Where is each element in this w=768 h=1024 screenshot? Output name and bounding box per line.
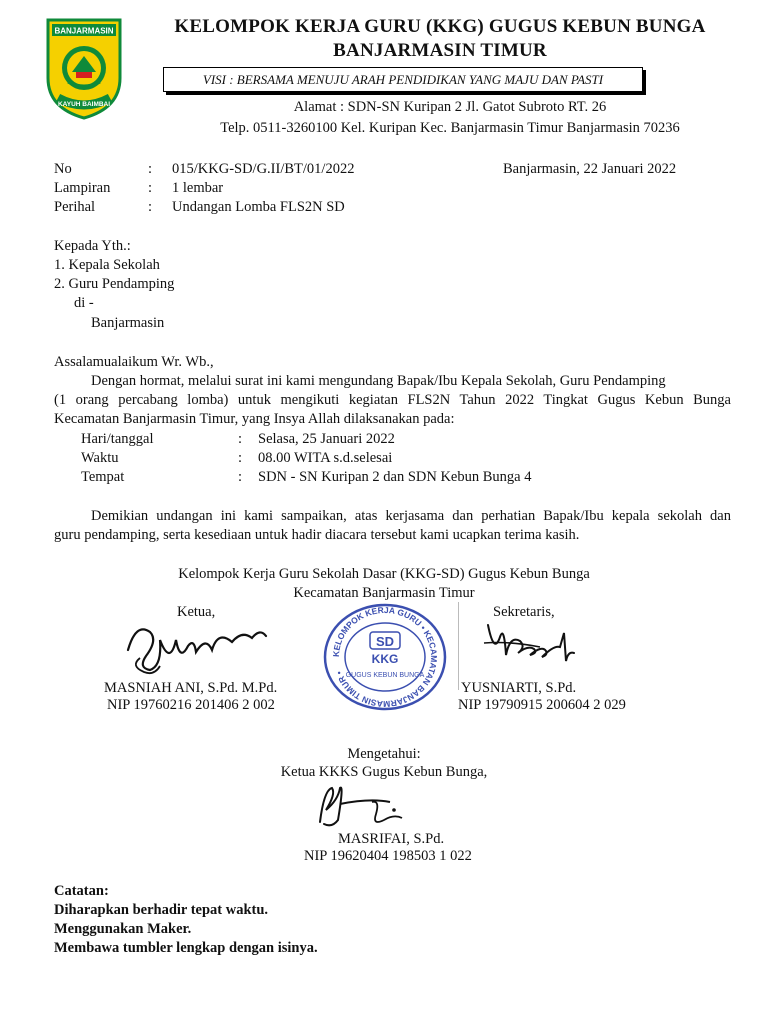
ketua-role: Ketua, (177, 604, 216, 620)
address-line: Alamat : SDN-SN Kuripan 2 Jl. Gatot Subroto RT. 26 (293, 99, 607, 115)
note-item: Membawa tumbler lengkap dengan isinya. (54, 940, 318, 956)
detail-sep: : (238, 469, 243, 485)
detail-value-date: Selasa, 25 Januari 2022 (258, 431, 395, 447)
recipient-di: di - (74, 295, 94, 311)
org-subtitle: BANJARMASIN TIMUR (333, 40, 547, 61)
ketua-name: MASNIAH ANI, S.Pd. M.Pd. (104, 680, 278, 696)
recipient-item: 1. Kepala Sekolah (54, 257, 160, 273)
phone-line: Telp. 0511-3260100 Kel. Kuripan Kec. Banjarmasin Timur Banjarmasin 70236 (220, 120, 680, 136)
meta-sep: : (148, 161, 153, 177)
stamp-kkg: KKG (371, 652, 399, 666)
meta-value-no: 015/KKG-SD/G.II/BT/01/2022 (172, 161, 355, 177)
meta-value-lampiran: 1 lembar (172, 180, 224, 196)
notes-heading: Catatan: (54, 883, 109, 899)
note-item: Menggunakan Maker. (54, 921, 192, 937)
paragraph-line: Demikian undangan ini kami sampaikan, atas kerjasama dan perhatian Bapak/Ibu kepala sekolah dan (91, 508, 731, 524)
logo-top-text: BANJARMASIN (54, 26, 114, 36)
meta-label-lampiran: Lampiran (54, 180, 111, 196)
sekretaris-name: YUSNIARTI, S.Pd. (461, 680, 577, 696)
detail-label-time: Waktu (81, 450, 119, 466)
greeting: Assalamualaikum Wr. Wb., (54, 354, 214, 370)
stamp-gugus: GUGUS KEBUN BUNGA (345, 672, 425, 679)
paragraph-line: Kecamatan Banjarmasin Timur, yang Insya Allah dilaksanakan pada: (54, 411, 455, 427)
detail-value-time: 08.00 WITA s.d.selesai (258, 450, 393, 466)
kkks-name: MASRIFAI, S.Pd. (338, 831, 445, 847)
org-closing-line: Kecamatan Banjarmasin Timur (293, 585, 475, 601)
detail-label-place: Tempat (81, 469, 125, 485)
stamp-sd: SD (375, 634, 395, 649)
ketua-signature (120, 610, 270, 682)
kkks-signature (310, 780, 420, 830)
recipient-city: Banjarmasin (91, 315, 165, 331)
meta-sep: : (148, 199, 153, 215)
recipient-item: 2. Guru Pendamping (54, 276, 175, 292)
mengetahui-label: Mengetahui: (347, 746, 421, 762)
letter-date: Banjarmasin, 22 Januari 2022 (503, 161, 677, 177)
meta-value-perihal: Undangan Lomba FLS2N SD (172, 199, 345, 215)
kkg-stamp (322, 602, 448, 712)
meta-label-perihal: Perihal (54, 199, 96, 215)
paragraph-line: (1 orang percabang lomba) untuk mengikuti kegiatan FLS2N Tahun 2022 Tingkat Gugus Kebun Bunga (54, 392, 731, 408)
detail-label-date: Hari/tanggal (81, 431, 154, 447)
banjarmasin-city-logo (44, 16, 124, 120)
paragraph-line: Dengan hormat, melalui surat ini kami mengundang Bapak/Ibu Kepala Sekolah, Guru Pendamping (91, 373, 666, 389)
detail-sep: : (238, 431, 243, 447)
org-closing-line: Kelompok Kerja Guru Sekolah Dasar (KKG-SD) Gugus Kebun Bunga (178, 566, 590, 582)
paragraph-line: guru pendamping, serta kesediaan untuk hadir diacara tersebut kami ucapkan terima kasih. (54, 527, 580, 543)
meta-sep: : (148, 180, 153, 196)
ketua-nip: NIP 19760216 201406 2 002 (107, 697, 275, 713)
sekretaris-signature (480, 615, 580, 675)
detail-value-place: SDN - SN Kuripan 2 dan SDN Kebun Bunga 4 (258, 469, 532, 485)
detail-sep: : (238, 450, 243, 466)
visi-box: VISI : BERSAMA MENUJU ARAH PENDIDIKAN YANG MAJU DAN PASTI (163, 67, 643, 92)
sekretaris-nip: NIP 19790915 200604 2 029 (458, 697, 626, 713)
kkks-nip: NIP 19620404 198503 1 022 (304, 848, 472, 864)
sekretaris-role: Sekretaris, (493, 604, 555, 620)
kkks-role: Ketua KKKS Gugus Kebun Bunga, (280, 764, 488, 780)
recipient-intro: Kepada Yth.: (54, 238, 131, 254)
scan-divider (458, 602, 459, 690)
stamp-ring-text: KELOMPOK KERJA GURU • KECAMATAN BANJARMASIN TIMUR • (330, 604, 440, 710)
logo-bottom-text: KAYUH BAIMBAI (57, 101, 111, 108)
note-item: Diharapkan berhadir tepat waktu. (54, 902, 269, 918)
meta-label-no: No (54, 161, 72, 177)
org-title: KELOMPOK KERJA GURU (KKG) GUGUS KEBUN BUNGA (174, 16, 706, 37)
